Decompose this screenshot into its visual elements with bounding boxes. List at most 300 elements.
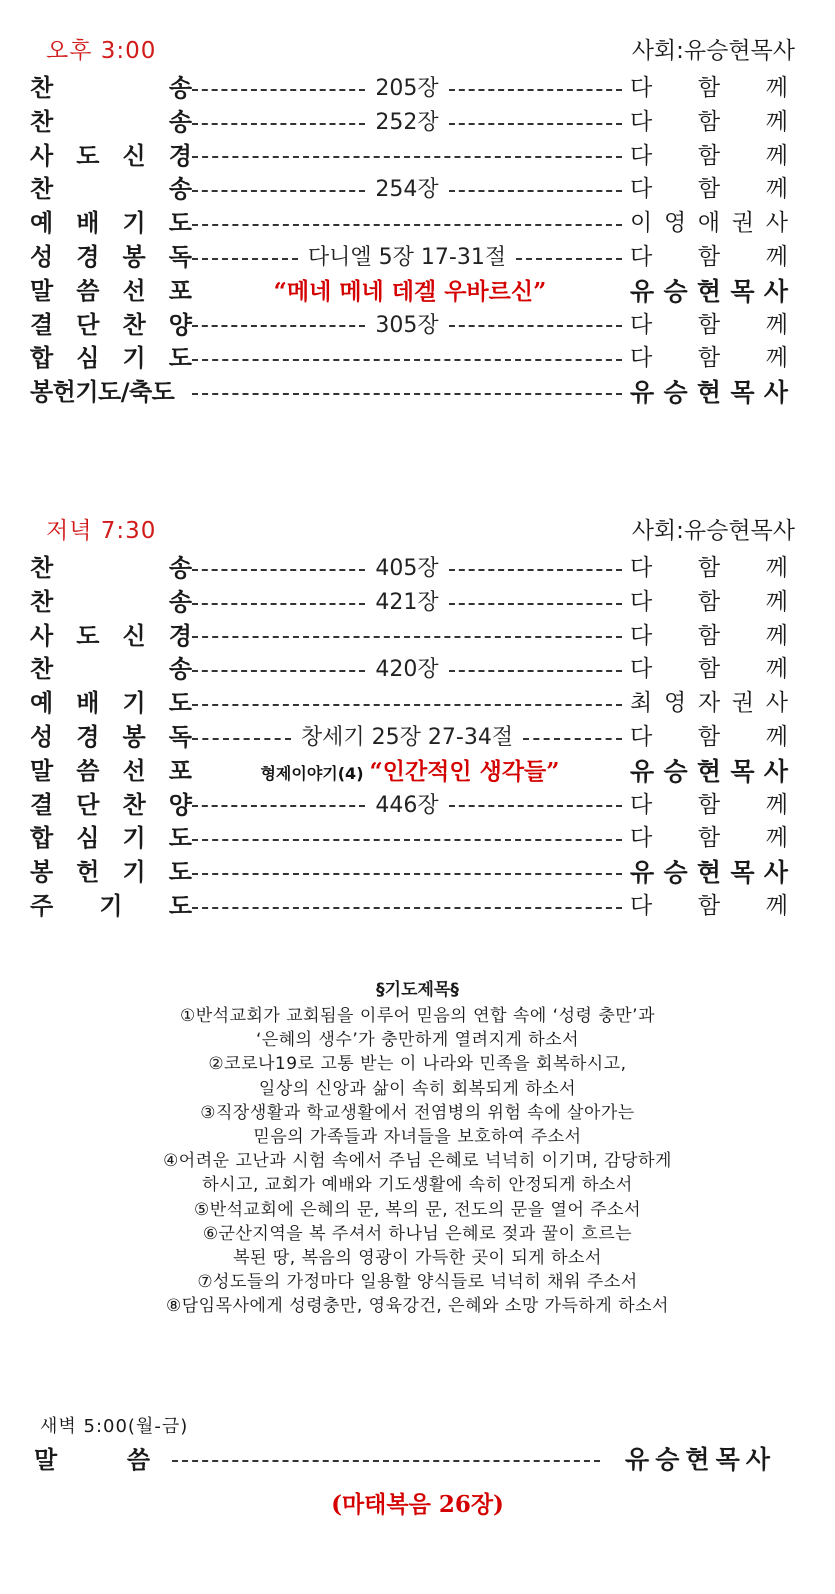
label-char: 찬 <box>122 310 146 339</box>
order-row <box>0 755 835 789</box>
label-char: 포 <box>168 756 192 785</box>
leader-char: 승 <box>663 378 688 408</box>
leader-char: 께 <box>765 75 788 101</box>
order-leader <box>630 275 788 309</box>
evening-order <box>0 552 835 924</box>
dashed-leader <box>192 839 622 841</box>
order-detail <box>192 789 622 823</box>
dashed-leader <box>523 738 622 740</box>
leader-char: 다 <box>630 345 653 372</box>
leader-char: 다 <box>630 656 653 683</box>
order-detail <box>192 653 622 687</box>
prayer-line: ②코로나19로 고통 받는 이 나라와 민족을 회복하시고, <box>208 1054 627 1075</box>
label-char: 기 <box>122 824 146 853</box>
order-detail-text: 405장 <box>375 556 439 581</box>
label-char: 송 <box>168 655 192 684</box>
label-char: 사 <box>30 621 54 650</box>
order-detail <box>192 890 622 924</box>
dashed-leader <box>449 603 622 605</box>
prayer-line: ‘은혜의 생수’가 충만하게 열려지게 하소서 <box>255 1030 580 1051</box>
order-row <box>0 173 835 207</box>
order-row <box>0 241 835 275</box>
label-char: 심 <box>76 344 100 373</box>
label-char: 독 <box>168 242 192 271</box>
leader-char: 함 <box>697 142 721 169</box>
dashed-leader <box>449 190 622 192</box>
leader-char: 함 <box>697 243 721 270</box>
order-detail <box>192 309 622 343</box>
order-label <box>30 721 192 755</box>
leader-char: 함 <box>697 723 721 750</box>
evening-host: 사회:유승현목사 <box>631 518 795 544</box>
order-leader <box>630 687 788 721</box>
dawn-who-char: 목 <box>715 1445 740 1474</box>
label-char: 심 <box>76 824 100 853</box>
leader-char: 다 <box>630 142 653 169</box>
leader-char: 다 <box>630 588 653 615</box>
label-char: 단 <box>76 310 100 339</box>
label-char: 선 <box>122 756 146 785</box>
label-char: 포 <box>168 276 192 305</box>
dawn-who <box>625 1442 770 1478</box>
label-char: 결 <box>30 790 54 819</box>
order-detail-text: 305장 <box>375 312 439 338</box>
dashed-leader <box>192 907 622 909</box>
afternoon-host: 사회:유승현목사 <box>631 38 795 64</box>
dashed-leader <box>192 670 365 672</box>
label-char: 선 <box>122 276 146 305</box>
order-detail <box>192 106 622 140</box>
dashed-leader <box>192 325 365 327</box>
order-leader <box>630 241 788 275</box>
order-label <box>30 687 192 721</box>
label-char: 찬 <box>30 655 54 684</box>
order-row <box>0 275 835 309</box>
order-label <box>30 309 192 343</box>
order-detail-text: 252장 <box>375 109 439 135</box>
dashed-leader <box>449 123 622 125</box>
order-leader <box>630 309 788 343</box>
label-char: 경 <box>76 722 100 751</box>
label-char: 송 <box>168 107 192 136</box>
label-char: 찬 <box>30 107 54 136</box>
order-detail-text: 254장 <box>375 177 439 203</box>
prayer-line: ⑥군산지역을 복 주셔서 하나님 은혜로 젖과 꿀이 흐르는 <box>202 1223 633 1244</box>
leader-char: 사 <box>763 756 788 786</box>
order-label <box>30 342 192 376</box>
dawn-row <box>0 1442 835 1478</box>
order-detail-text: 창세기 25장 27-34절 <box>300 724 514 750</box>
leader-char: 함 <box>697 892 721 919</box>
label-char: 예 <box>30 209 54 238</box>
order-leader <box>630 789 788 823</box>
leader-char: 다 <box>630 243 653 270</box>
order-leader <box>630 207 788 241</box>
leader-char: 다 <box>630 791 653 818</box>
leader-char: 다 <box>630 176 653 203</box>
order-label <box>30 140 192 174</box>
label-char: 봉 <box>122 722 146 751</box>
order-row <box>0 586 835 620</box>
order-detail <box>192 687 622 721</box>
label-char: 성 <box>30 722 54 751</box>
dashed-leader <box>192 873 622 875</box>
leader-char: 께 <box>765 243 788 270</box>
leader-char: 승 <box>663 276 688 306</box>
order-row <box>0 207 835 241</box>
evening-service <box>0 512 835 924</box>
label-char: 기 <box>122 858 146 887</box>
label-char: 신 <box>122 621 146 650</box>
order-row <box>0 856 835 890</box>
leader-char: 께 <box>765 555 788 581</box>
prayer-requests <box>0 975 835 1319</box>
prayer-line: 하시고, 교회가 예배와 기도생활에 속히 안정되게 하소서 <box>202 1175 633 1196</box>
label-char: 찬 <box>30 554 54 582</box>
label-char: 도 <box>168 344 192 373</box>
order-label <box>30 552 192 586</box>
dawn-label-char: 씀 <box>126 1446 150 1474</box>
label-char: 송 <box>168 554 192 582</box>
dawn-label <box>34 1442 150 1478</box>
leader-char: 함 <box>697 588 721 615</box>
dashed-leader <box>192 569 365 571</box>
dashed-leader <box>192 636 622 638</box>
dashed-leader <box>192 156 622 158</box>
dashed-leader <box>192 224 622 226</box>
label-char: 도 <box>76 141 100 170</box>
label-char: 경 <box>168 141 192 170</box>
leader-char: 께 <box>765 656 788 683</box>
order-detail <box>192 822 622 856</box>
order-row <box>0 620 835 654</box>
order-row <box>0 309 835 343</box>
dashed-leader <box>192 393 622 395</box>
dawn-time: 새벽 5:00(월-금) <box>40 1416 189 1437</box>
dashed-leader <box>449 325 622 327</box>
label-char: 도 <box>168 891 192 920</box>
order-detail <box>192 207 622 241</box>
label-char: 양 <box>168 310 192 339</box>
label-char: 도 <box>168 209 192 238</box>
dashed-leader <box>192 359 622 361</box>
leader-char: 함 <box>697 345 721 372</box>
label-char: 경 <box>168 621 192 650</box>
order-detail-text: 420장 <box>375 657 439 683</box>
label-char: 기 <box>122 689 146 718</box>
label-char: 찬 <box>30 587 54 616</box>
leader-char: 사 <box>763 378 788 408</box>
order-row <box>0 72 835 106</box>
leader-char: 유 <box>630 276 655 306</box>
leader-char: 께 <box>765 622 788 649</box>
label-char: 독 <box>168 722 192 751</box>
order-row <box>0 890 835 924</box>
leader-char: 유 <box>630 378 655 408</box>
order-leader <box>630 342 788 376</box>
order-label <box>30 822 192 856</box>
sermon-series: 형제이야기(4) <box>260 763 364 783</box>
order-detail-text: 421장 <box>375 589 439 615</box>
label-char: 송 <box>168 74 192 102</box>
label-char: 신 <box>122 141 146 170</box>
leader-char: 자 <box>697 690 721 717</box>
order-detail <box>192 620 622 654</box>
leader-char: 함 <box>697 791 721 818</box>
order-leader <box>630 173 788 207</box>
leader-char: 다 <box>630 555 653 581</box>
leader-char: 께 <box>765 176 788 203</box>
dashed-leader <box>192 258 298 260</box>
order-row <box>0 721 835 755</box>
order-detail <box>192 140 622 174</box>
leader-char: 함 <box>697 108 721 135</box>
leader-char: 승 <box>663 756 688 786</box>
afternoon-header <box>0 32 835 66</box>
label-char: 주 <box>30 891 54 920</box>
label-char: 합 <box>30 344 54 373</box>
leader-char: 현 <box>696 378 722 408</box>
leader-char: 사 <box>765 210 788 237</box>
order-leader <box>630 376 788 410</box>
evening-time: 저녁 7:30 <box>46 518 157 544</box>
order-row <box>0 106 835 140</box>
order-label <box>30 72 192 106</box>
leader-char: 유 <box>630 756 655 786</box>
order-label <box>30 586 192 620</box>
label-char: 합 <box>30 824 54 853</box>
sermon-title <box>200 275 620 309</box>
dashed-leader <box>516 258 622 260</box>
label-char: 결 <box>30 310 54 339</box>
leader-char: 유 <box>630 858 655 888</box>
leader-char: 함 <box>697 622 721 649</box>
dawn-who-char: 사 <box>745 1445 770 1474</box>
label-char: 기 <box>122 209 146 238</box>
order-leader <box>630 106 788 140</box>
dashed-leader <box>192 805 365 807</box>
prayer-line: ⑦성도들의 가정마다 일용할 양식들로 넉넉히 채워 주소서 <box>197 1272 638 1293</box>
leader-char: 승 <box>663 858 688 888</box>
afternoon-order <box>0 72 835 410</box>
label-char: 경 <box>76 242 100 271</box>
leader-char: 사 <box>763 276 788 306</box>
order-label <box>30 789 192 823</box>
prayer-line: ⑧담임목사에게 성령충만, 영육강건, 은혜와 소망 가득하게 하소서 <box>166 1296 669 1317</box>
leader-char: 사 <box>765 690 788 717</box>
order-label <box>30 275 192 309</box>
label-char: 도 <box>76 621 100 650</box>
label-char: 말 <box>30 276 54 305</box>
prayer-line: ④어려운 고난과 시험 속에서 주님 은혜로 넉넉히 이기며, 감당하게 <box>163 1151 672 1172</box>
leader-char: 현 <box>696 858 722 888</box>
leader-char: 목 <box>730 276 755 306</box>
leader-char: 목 <box>730 378 755 408</box>
label-char: 봉 <box>122 242 146 271</box>
label-char: 봉 <box>30 858 54 887</box>
label-char: 찬 <box>30 74 54 102</box>
label-char: 사 <box>30 141 54 170</box>
order-detail <box>192 586 622 620</box>
prayer-line: ⑤반석교회에 은혜의 문, 복의 문, 전도의 문을 열어 주소서 <box>193 1199 642 1220</box>
label-char: 헌 <box>76 858 100 887</box>
leader-char: 께 <box>765 142 788 169</box>
label-char: 도 <box>168 824 192 853</box>
order-detail-text: 446장 <box>375 792 439 818</box>
order-leader <box>630 653 788 687</box>
leader-char: 함 <box>697 311 721 338</box>
order-detail-text: 다니엘 5장 17-31절 <box>307 244 507 270</box>
dashed-leader <box>449 569 622 571</box>
sermon-title <box>200 755 620 791</box>
sermon-text: “인간적인 생각들” <box>369 757 560 785</box>
order-label <box>30 106 192 140</box>
leader-char: 다 <box>630 723 653 750</box>
order-label <box>30 755 192 789</box>
dashed-leader <box>449 89 622 91</box>
leader-char: 께 <box>765 345 788 372</box>
dashed-leader <box>192 123 365 125</box>
leader-char: 현 <box>696 276 722 306</box>
dashed-leader <box>192 603 365 605</box>
order-leader <box>630 552 788 586</box>
leader-char: 목 <box>730 858 755 888</box>
leader-char: 현 <box>696 756 722 786</box>
order-label <box>30 207 192 241</box>
order-label <box>30 173 192 207</box>
leader-char: 다 <box>630 311 653 338</box>
dashed-leader <box>192 89 365 91</box>
dawn-who-char: 현 <box>685 1445 710 1474</box>
dawn-who-char: 승 <box>655 1445 680 1474</box>
order-label <box>30 653 192 687</box>
order-row <box>0 687 835 721</box>
evening-header <box>0 512 835 546</box>
leader-char: 께 <box>765 825 788 852</box>
label-char: 도 <box>168 689 192 718</box>
order-label: 봉헌기도/축도 <box>30 378 175 407</box>
order-detail-text: 205장 <box>375 76 439 101</box>
label-char: 찬 <box>30 175 54 204</box>
leader-char: 최 <box>630 690 653 717</box>
leader-char: 께 <box>765 588 788 615</box>
order-row <box>0 376 835 410</box>
leader-char: 다 <box>630 75 653 101</box>
prayer-line: 믿음의 가족들과 자녀들을 보호하여 주소서 <box>253 1127 582 1148</box>
dashed-leader <box>449 805 622 807</box>
label-char: 단 <box>76 790 100 819</box>
leader-char: 함 <box>697 555 721 581</box>
label-char: 양 <box>168 790 192 819</box>
prayer-title: §기도제목§ <box>376 980 459 1000</box>
leader-char: 께 <box>765 791 788 818</box>
order-row <box>0 552 835 586</box>
order-detail <box>192 552 622 586</box>
order-row <box>0 822 835 856</box>
order-detail <box>192 376 622 410</box>
leader-char: 께 <box>765 892 788 919</box>
label-char: 송 <box>168 175 192 204</box>
order-row <box>0 342 835 376</box>
prayer-line: ③직장생활과 학교생활에서 전염병의 위험 속에 살아가는 <box>200 1102 635 1123</box>
label-char: 성 <box>30 242 54 271</box>
label-char: 찬 <box>122 790 146 819</box>
label-char: 기 <box>99 891 123 920</box>
order-label <box>30 620 192 654</box>
order-leader <box>630 755 788 789</box>
label-char: 도 <box>168 858 192 887</box>
dashed-leader <box>449 670 622 672</box>
order-leader <box>630 586 788 620</box>
order-label <box>30 241 192 275</box>
dawn-who-char: 유 <box>625 1445 650 1474</box>
label-char: 배 <box>76 209 100 238</box>
order-row <box>0 140 835 174</box>
order-detail <box>192 721 622 755</box>
order-leader <box>630 890 788 924</box>
order-detail <box>192 856 622 890</box>
label-char: 씀 <box>76 756 100 785</box>
order-leader <box>630 721 788 755</box>
order-leader <box>630 856 788 890</box>
order-detail <box>192 173 622 207</box>
label-char: 기 <box>122 344 146 373</box>
order-label <box>30 890 192 924</box>
leader-char: 영 <box>663 690 687 717</box>
order-leader <box>630 140 788 174</box>
label-char: 배 <box>76 689 100 718</box>
leader-char: 사 <box>763 858 788 888</box>
label-char: 말 <box>30 756 54 785</box>
leader-char: 영 <box>663 210 687 237</box>
prayer-lines <box>0 1004 835 1319</box>
label-char: 예 <box>30 689 54 718</box>
leader-char: 함 <box>697 656 721 683</box>
dashed-leader <box>192 738 291 740</box>
prayer-line: 복된 땅, 복음의 영광이 가득한 곳이 되게 하소서 <box>233 1248 602 1269</box>
order-detail <box>192 72 622 106</box>
order-leader <box>630 822 788 856</box>
leader-char: 권 <box>731 690 755 717</box>
prayer-line: 일상의 신앙과 삶이 속히 회복되게 하소서 <box>258 1078 577 1099</box>
leader-char: 께 <box>765 311 788 338</box>
dashed-leader <box>192 704 622 706</box>
label-char: 씀 <box>76 276 100 305</box>
order-row <box>0 789 835 823</box>
order-label <box>30 856 192 890</box>
leader-char: 애 <box>697 210 721 237</box>
dawn-scripture: (마태복음 26장) <box>331 1491 504 1518</box>
afternoon-time: 오후 3:00 <box>46 38 157 64</box>
leader-char: 함 <box>697 75 721 101</box>
leader-char: 께 <box>765 723 788 750</box>
leader-char: 다 <box>630 108 653 135</box>
dashed-leader <box>192 190 365 192</box>
dawn-label-char: 말 <box>34 1446 58 1474</box>
leader-char: 이 <box>630 210 653 237</box>
leader-char: 다 <box>630 622 653 649</box>
order-leader <box>630 72 788 106</box>
order-detail <box>192 241 622 275</box>
leader-char: 다 <box>630 892 653 919</box>
label-char: 송 <box>168 587 192 616</box>
order-detail <box>192 342 622 376</box>
leader-char: 함 <box>697 176 721 203</box>
leader-char: 함 <box>697 825 721 852</box>
leader-char: 다 <box>630 825 653 852</box>
leader-char: 께 <box>765 108 788 135</box>
prayer-line: ①반석교회가 교회됨을 이루어 믿음의 연합 속에 ‘성령 충만’과 <box>179 1006 655 1026</box>
